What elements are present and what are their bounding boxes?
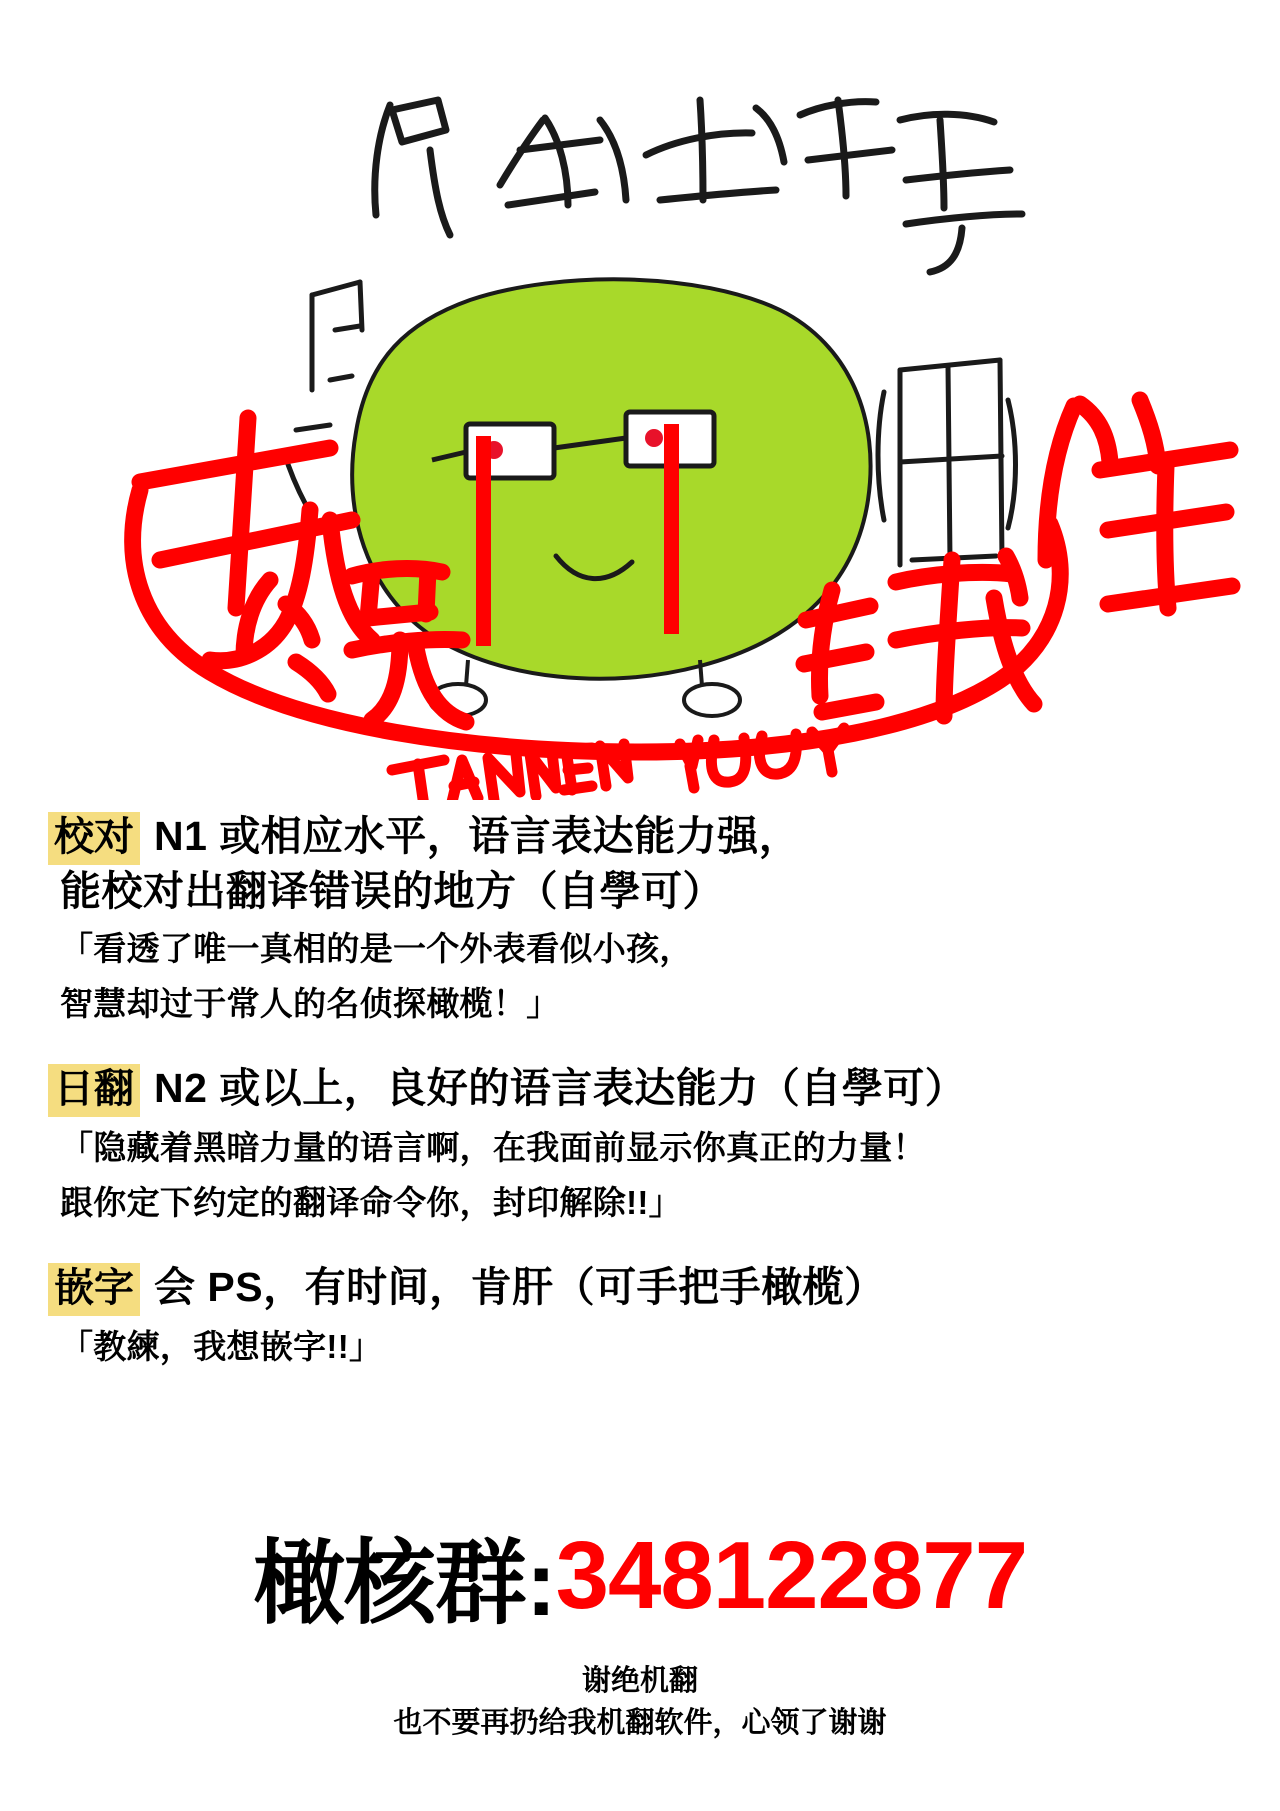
illustration-svg <box>0 0 1280 800</box>
section-typesetting <box>0 1261 1280 1371</box>
role-quote-line1: 「教練，我想嵌字!!」 <box>60 1328 383 1366</box>
role-quote-line2: 跟你定下约定的翻译命令你，封印解除!!」 <box>60 1184 682 1222</box>
footer-line-2: 也不要再扔给我机翻软件，心领了谢谢 <box>393 1707 887 1740</box>
role-requirement: 会 PS，有时间，肯肝（可手把手橄榄） <box>154 1264 886 1311</box>
group-contact <box>0 1510 1280 1642</box>
section-translation <box>0 1062 1280 1227</box>
handwritten-title-icon <box>375 100 1022 272</box>
footer-note <box>0 1660 1280 1744</box>
role-requirement: N1 或相应水平，语言表达能力强， <box>154 813 801 859</box>
section-headline <box>48 810 1220 865</box>
role-tag: 日翻 <box>48 1064 140 1117</box>
role-requirement-line2: 能校对出翻译错误的地方（自學可） <box>60 868 724 915</box>
recruitment-sections <box>0 810 1280 1405</box>
footer-line-1: 谢绝机翻 <box>581 1665 698 1697</box>
section-headline <box>48 1261 1220 1316</box>
poster-illustration <box>0 0 1280 800</box>
group-label: 橄核群: <box>252 1533 556 1635</box>
role-quote-line2: 智慧却过于常人的名侦探橄榄！」 <box>60 985 560 1023</box>
section-headline <box>48 1062 1220 1117</box>
role-requirement: N2 或以上，良好的语言表达能力（自學可） <box>154 1065 967 1112</box>
doodle-right-icon <box>878 360 1016 565</box>
red-bar-left <box>476 436 491 646</box>
group-number[interactable]: 348122877 <box>555 1522 1028 1629</box>
role-tag: 校对 <box>48 812 140 865</box>
role-quote-line1: 「隐藏着黑暗力量的语言啊，在我面前显示你真正的力量！ <box>60 1129 926 1167</box>
section-proofreading <box>0 810 1280 1028</box>
red-bar-right <box>664 424 679 634</box>
role-quote-line1: 「看透了唯一真相的是一个外表看似小孩， <box>60 930 693 968</box>
eye-right <box>645 429 663 447</box>
role-tag: 嵌字 <box>48 1263 140 1316</box>
